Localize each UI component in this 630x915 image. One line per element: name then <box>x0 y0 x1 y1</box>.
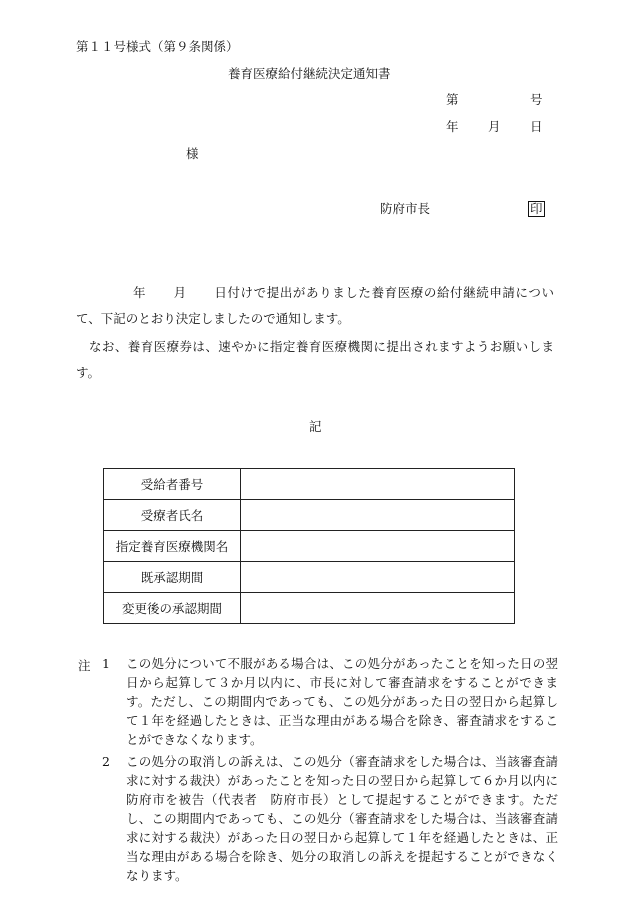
document-title: 養育医療給付継続決定通知書 <box>228 66 391 81</box>
row-value-recipient-number <box>241 469 515 500</box>
info-table <box>103 468 515 624</box>
date-month: 月 <box>488 119 501 134</box>
date-year: 年 <box>446 119 459 134</box>
para-text: 日付けで提出がありました養育医療の給付継続申請について、下記のとおり決定しましたので通知します。 <box>76 285 554 326</box>
table-row <box>104 593 515 624</box>
record-mark: 記 <box>309 419 322 434</box>
row-label-patient-name: 受療者氏名 <box>104 500 241 531</box>
reference-prefix: 第 <box>446 92 459 107</box>
addressee-suffix: 様 <box>186 146 199 161</box>
paragraph-main <box>76 280 554 332</box>
para-year: 年 <box>133 285 147 300</box>
row-value-institution <box>241 531 515 562</box>
table-row <box>104 531 515 562</box>
table-row <box>104 469 515 500</box>
note-text: この処分の取消しの訴えは、この処分（審査請求をした場合は、当該審査請求に対する裁決）があったことを知った日の翌日から起算して６か月以内に防府市を被告（代表者 防府市長）として提起することができます。ただし、この期間内であっても、この処分（審査請求をした場合は、当該審査請求に対する裁決）があった日の翌日から起算して１年を経過したときは、正当な理由がある場合を除き、処分の取消しの訴えを提起することができなくなります。 <box>126 754 558 883</box>
date-day: 日 <box>530 119 543 134</box>
row-value-patient-name <box>241 500 515 531</box>
row-label-recipient-number: 受給者番号 <box>104 469 241 500</box>
note-number: 2 <box>102 754 110 769</box>
table-row <box>104 500 515 531</box>
reference-suffix: 号 <box>530 92 543 107</box>
row-label-institution: 指定養育医療機関名 <box>104 531 241 562</box>
table-row <box>104 562 515 593</box>
note-text: この処分について不服がある場合は、この処分があったことを知った日の翌日から起算して３か月以内に、市長に対して審査請求をすることができます。ただし、この期間内であっても、この処分があった日の翌日から起算して１年を経過したときは、正当な理由がある場合を除き、審査請求をすることができなくなります。 <box>126 656 558 747</box>
notes-heading: 注 <box>78 658 91 673</box>
note-number: 1 <box>102 656 110 671</box>
form-number: 第１１号様式（第９条関係） <box>76 39 239 54</box>
paragraph-note: なお、養育医療券は、速やかに指定養育医療機関に提出されますようお願いします。 <box>76 339 554 380</box>
row-label-approved-period: 既承認期間 <box>104 562 241 593</box>
row-label-new-period: 変更後の承認期間 <box>104 593 241 624</box>
seal-mark: 印 <box>530 201 543 216</box>
sender-name: 防府市長 <box>380 201 431 216</box>
row-value-new-period <box>241 593 515 624</box>
para-month: 月 <box>173 285 187 300</box>
row-value-approved-period <box>241 562 515 593</box>
